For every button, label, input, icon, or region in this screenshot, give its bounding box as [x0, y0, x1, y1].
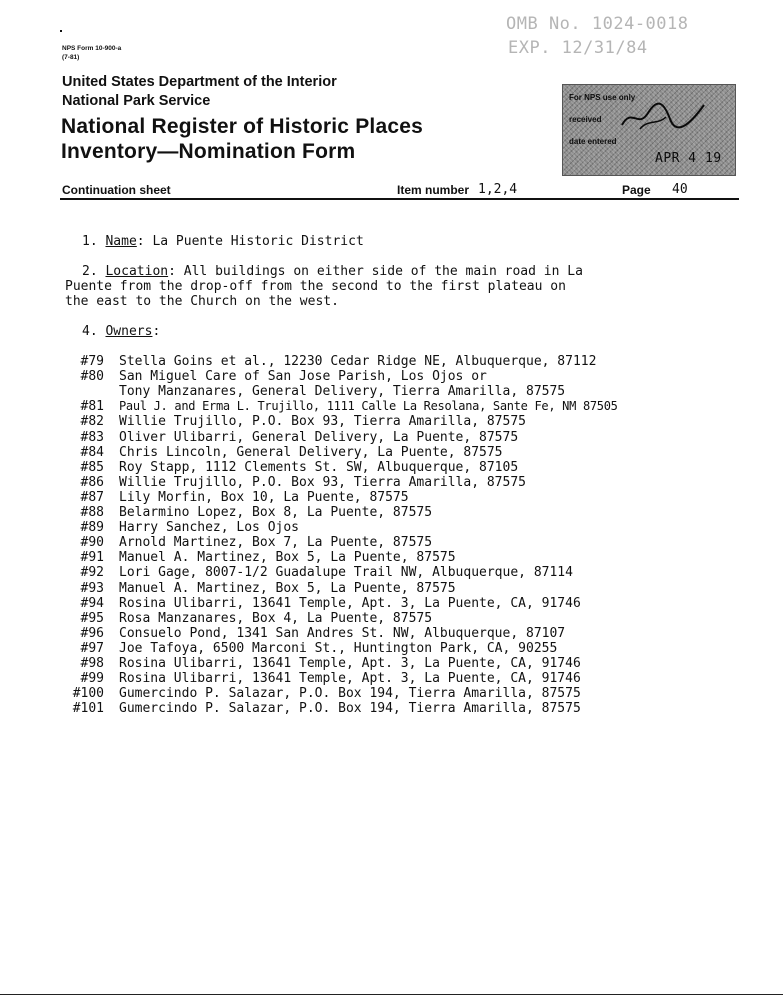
department-name: United States Department of the Interior: [62, 74, 337, 90]
owner-entry: Rosina Ulibarri, 13641 Temple, Apt. 3, La Puente, CA, 91746: [119, 671, 581, 687]
omb-number: OMB No. 1024-0018: [506, 14, 689, 34]
stamp-for-nps-use: For NPS use only: [569, 93, 636, 102]
owner-entry: Consuelo Pond, 1341 San Andres St. NW, Albuquerque, 87107: [119, 625, 566, 641]
owner-entry: Gumercindo P. Salazar, P.O. Box 194, Tierra Amarilla, 87575: [119, 686, 581, 702]
section-location-line-3: the east to the Church on the west.: [65, 294, 339, 309]
owner-number: #87: [80, 489, 104, 505]
stamp-received: received: [569, 115, 602, 124]
owner-entry: Paul J. and Erma L. Trujillo, 1111 Calle La Resolana, Sante Fe, NM 87505: [119, 399, 618, 414]
header-divider: [60, 198, 739, 200]
owner-number: #86: [80, 474, 104, 490]
owner-entry: Joe Tafoya, 6500 Marconi St., Huntington Park, CA, 90255: [119, 640, 558, 656]
section-location-label: Location: [105, 264, 169, 279]
owner-entry: Manuel A. Martinez, Box 5, La Puente, 87575: [119, 580, 456, 596]
owner-number: #84: [80, 444, 104, 460]
item-number-label: Item number: [397, 183, 470, 197]
stamp-date-entered: date entered: [569, 137, 617, 146]
owner-entry: Harry Sanchez, Los Ojos: [119, 520, 300, 536]
owner-number: #85: [80, 459, 104, 475]
nps-use-only-box: [562, 84, 736, 176]
owner-number: #83: [80, 429, 104, 445]
owner-number: #95: [80, 610, 104, 626]
owner-entry: Gumercindo P. Salazar, P.O. Box 194, Tierra Amarilla, 87575: [119, 701, 581, 717]
speck-mark: [60, 30, 62, 32]
owner-number: #100: [72, 686, 104, 702]
form-title-line-1: National Register of Historic Places: [61, 115, 423, 138]
owner-entry: Lily Morfin, Box 10, La Puente, 87575: [119, 489, 409, 505]
section-owners-number: 4.: [82, 324, 98, 339]
owner-entry: Chris Lincoln, General Delivery, La Puente, 87575: [119, 444, 503, 460]
owner-entry: Willie Trujillo, P.O. Box 93, Tierra Amarilla, 87575: [119, 474, 526, 490]
owner-entry: Oliver Ulibarri, General Delivery, La Puente, 87575: [119, 429, 519, 445]
owner-entry: Stella Goins et al., 12230 Cedar Ridge NE, Albuquerque, 87112: [119, 354, 597, 369]
section-location-number: 2.: [82, 264, 98, 279]
owner-entry: Roy Stapp, 1112 Clements St. SW, Albuquerque, 87105: [119, 459, 519, 475]
owner-entry: Manuel A. Martinez, Box 5, La Puente, 87575: [119, 550, 456, 566]
owner-entry: Tony Manzanares, General Delivery, Tierra Amarilla, 87575: [119, 384, 566, 400]
stamp-date-value: APR 4 19: [655, 151, 722, 166]
form-number: [62, 44, 121, 62]
owner-number: #93: [80, 580, 104, 596]
owner-entry: Arnold Martinez, Box 7, La Puente, 87575: [119, 535, 433, 551]
section-name-value: : La Puente Historic District: [136, 234, 364, 249]
owner-number: #90: [80, 535, 104, 551]
owner-number: #82: [80, 414, 104, 430]
section-owners-label: Owners: [105, 324, 153, 339]
omb-expiration: EXP. 12/31/84: [508, 38, 648, 58]
owner-number: #94: [80, 595, 104, 611]
page-bottom-edge: [0, 994, 783, 995]
section-name-label: Name: [105, 234, 137, 249]
section-owners: [82, 324, 160, 339]
owner-number: #88: [80, 505, 104, 520]
omb-stamp: [506, 12, 689, 60]
form-number-text: NPS Form 10-900-a: [62, 45, 122, 52]
owner-entry: Rosa Manzanares, Box 4, La Puente, 87575: [119, 610, 433, 626]
page-label: Page: [622, 183, 651, 197]
owner-number: #81: [80, 399, 104, 415]
owner-entry: Rosina Ulibarri, 13641 Temple, Apt. 3, La Puente, CA, 91746: [119, 656, 581, 671]
owner-entry: Belarmino Lopez, Box 8, La Puente, 87575: [119, 505, 433, 520]
owner-number: #96: [80, 625, 104, 641]
owner-number: #99: [80, 671, 104, 687]
owner-entry: Lori Gage, 8007-1/2 Guadalupe Trail NW, Albuquerque, 87114: [119, 565, 573, 581]
section-location-line-2: Puente from the drop-off from the second to the first plateau on: [65, 279, 566, 294]
owner-number: #79: [80, 354, 104, 369]
service-name: National Park Service: [62, 93, 211, 109]
continuation-sheet-label: Continuation sheet: [62, 183, 171, 197]
item-number-value: 1,2,4: [478, 182, 518, 197]
owner-entry: San Miguel Care of San Jose Parish, Los Ojos or: [119, 369, 487, 385]
section-name-number: 1.: [82, 234, 98, 249]
owner-number: #97: [80, 640, 104, 656]
section-location-line-1: : All buildings on either side of the main road in La: [168, 264, 583, 279]
owner-number: #92: [80, 565, 104, 581]
section-location: [82, 264, 583, 279]
section-name: [82, 234, 364, 249]
owner-entry: Rosina Ulibarri, 13641 Temple, Apt. 3, La Puente, CA, 91746: [119, 595, 581, 611]
form-date-text: (7-81): [62, 54, 80, 61]
owner-entry: Willie Trujillo, P.O. Box 93, Tierra Amarilla, 87575: [119, 414, 526, 430]
form-title-line-2: Inventory—Nomination Form: [61, 140, 356, 163]
owner-number: #101: [72, 701, 104, 717]
handwritten-initials-icon: [618, 99, 708, 133]
owner-number: #80: [80, 369, 104, 385]
owner-number: #89: [80, 520, 104, 536]
owner-number: #91: [80, 550, 104, 566]
section-owners-colon: :: [152, 324, 161, 339]
owner-number: #98: [80, 656, 104, 671]
page-number-value: 40: [672, 182, 688, 197]
